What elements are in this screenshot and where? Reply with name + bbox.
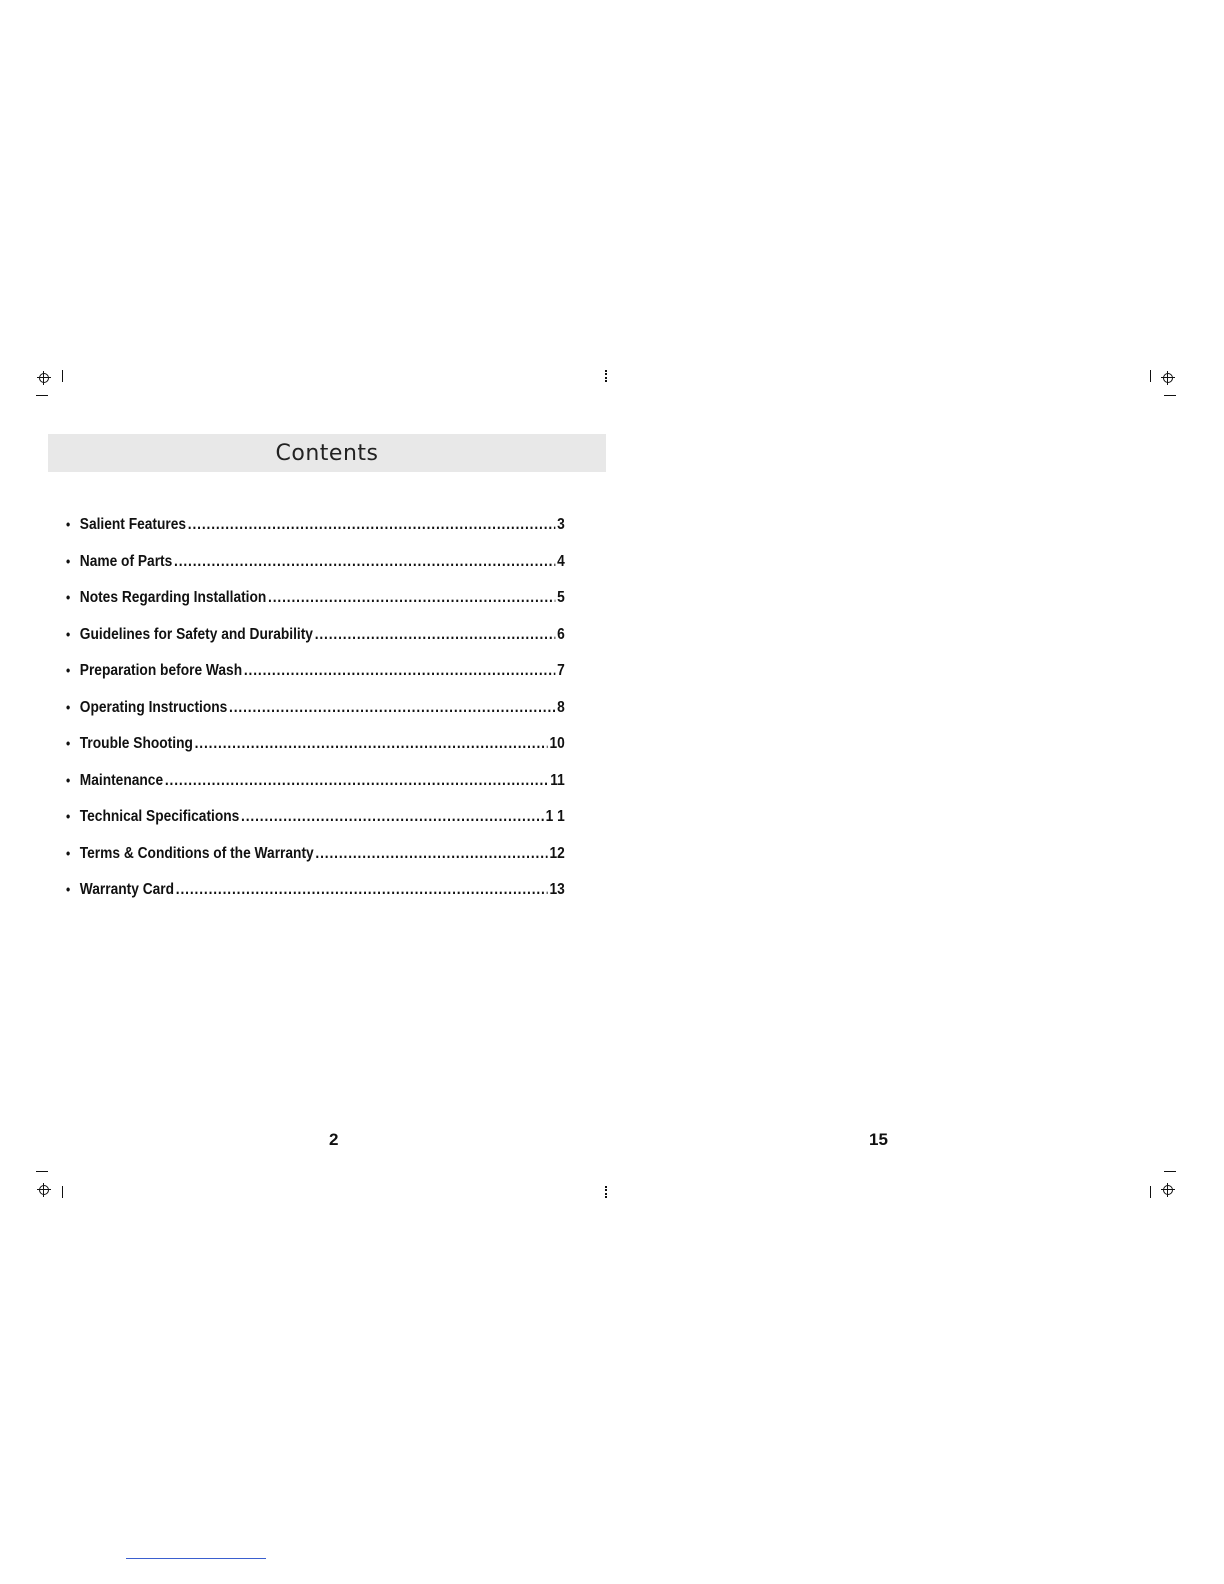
registration-mark-top-right-icon xyxy=(1161,371,1175,385)
dot-leader xyxy=(188,516,556,534)
toc-item-name-of-parts[interactable] xyxy=(66,553,565,590)
bullet-icon: • xyxy=(66,625,71,642)
toc-item-salient-features[interactable] xyxy=(66,516,565,553)
toc-item-notes-regarding-installation[interactable] xyxy=(66,589,565,626)
toc-item-label: Name of Parts xyxy=(79,552,173,570)
toc-item-page: 11 xyxy=(550,771,565,789)
bullet-icon: • xyxy=(66,881,71,897)
bullet-icon: • xyxy=(66,771,71,788)
toc-item-page: 4 xyxy=(557,552,565,570)
bullet-icon: • xyxy=(66,735,71,751)
toc-item-label: Notes Regarding Installation xyxy=(79,589,267,606)
bottom-rule xyxy=(126,1558,266,1559)
toc-item-label: Operating Instructions xyxy=(79,698,228,716)
toc-item-label: Technical Specifications xyxy=(79,808,240,825)
crop-mark-bottom-right-vertical xyxy=(1150,1186,1151,1198)
toc-item-page: 12 xyxy=(549,844,565,862)
bullet-icon: • xyxy=(66,698,71,715)
toc-item-label: Trouble Shooting xyxy=(79,735,193,752)
toc-item-page: 3 xyxy=(557,516,565,533)
toc-item-label: Maintenance xyxy=(79,771,164,789)
toc-item-warranty-card[interactable] xyxy=(66,881,565,918)
crop-mark-top-center xyxy=(605,370,609,382)
toc-item-guidelines-safety-durability[interactable] xyxy=(66,626,565,663)
toc-item-page: 7 xyxy=(557,662,565,679)
page-number-left: 2 xyxy=(329,1130,339,1149)
toc-item-page: 13 xyxy=(549,881,565,898)
dot-leader xyxy=(241,808,544,826)
dot-leader xyxy=(229,699,555,717)
dot-leader xyxy=(176,881,548,899)
bullet-icon: • xyxy=(66,844,71,861)
bullet-icon: • xyxy=(66,808,71,824)
toc-item-terms-conditions-warranty[interactable] xyxy=(66,845,565,882)
dot-leader xyxy=(165,772,549,790)
toc-item-page: 6 xyxy=(557,625,565,643)
registration-mark-top-left-icon xyxy=(37,371,51,385)
crop-mark-top-left-vertical xyxy=(62,370,63,382)
toc-item-label: Salient Features xyxy=(79,516,187,533)
toc-item-label: Preparation before Wash xyxy=(79,662,243,679)
table-of-contents xyxy=(66,516,566,918)
toc-item-page: 5 xyxy=(557,589,565,606)
toc-item-maintenance[interactable] xyxy=(66,772,565,809)
toc-item-technical-specifications[interactable] xyxy=(66,808,565,845)
toc-item-page: 10 xyxy=(549,735,565,752)
toc-item-operating-instructions[interactable] xyxy=(66,699,565,736)
contents-header-band xyxy=(48,434,606,472)
crop-mark-bottom-right-horizontal xyxy=(1164,1171,1176,1172)
toc-item-page: 1 1 xyxy=(545,808,565,825)
bullet-icon: • xyxy=(66,516,71,532)
dot-leader xyxy=(174,553,555,571)
dot-leader xyxy=(315,845,547,863)
bullet-icon: • xyxy=(66,552,71,569)
crop-mark-bottom-left-vertical xyxy=(62,1186,63,1198)
crop-mark-bottom-center xyxy=(605,1186,609,1198)
registration-mark-bottom-left-icon xyxy=(37,1183,51,1197)
toc-item-page: 8 xyxy=(557,698,565,716)
page-title: Contents xyxy=(275,440,379,466)
toc-item-label: Guidelines for Safety and Durability xyxy=(79,625,313,643)
toc-item-label: Warranty Card xyxy=(79,881,175,898)
toc-item-trouble-shooting[interactable] xyxy=(66,735,565,772)
toc-item-label: Terms & Conditions of the Warranty xyxy=(79,844,314,862)
dot-leader xyxy=(195,735,548,753)
dot-leader xyxy=(315,626,556,644)
page-number-right: 15 xyxy=(869,1130,888,1149)
registration-mark-bottom-right-icon xyxy=(1161,1183,1175,1197)
crop-mark-bottom-left-horizontal xyxy=(36,1171,48,1172)
crop-mark-top-right-horizontal xyxy=(1164,395,1176,396)
toc-item-preparation-before-wash[interactable] xyxy=(66,662,565,699)
bullet-icon: • xyxy=(66,662,71,678)
crop-mark-top-left-horizontal xyxy=(36,395,48,396)
dot-leader xyxy=(268,589,555,607)
crop-mark-top-right-vertical xyxy=(1150,370,1151,382)
dot-leader xyxy=(244,662,556,680)
bullet-icon: • xyxy=(66,589,71,605)
